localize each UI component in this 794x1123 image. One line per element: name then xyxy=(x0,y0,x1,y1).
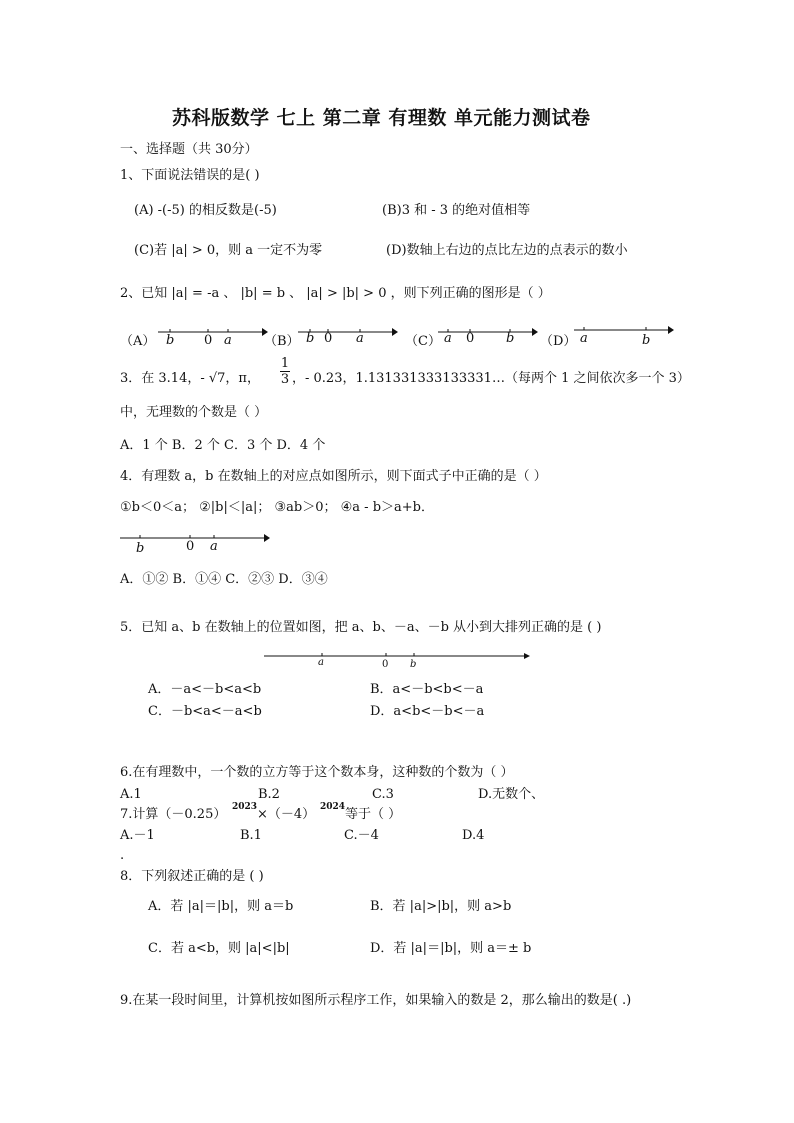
question-8-option-c: C．若 a<b，则 |a|<|b| xyxy=(148,941,290,956)
question-3-options: A．1 个 B．2 个 C．3 个 D．4 个 xyxy=(120,438,326,453)
question-4-statements: ①b＜0＜a； ②|b|＜|a|； ③ab＞0； ④a - b＞a+b． xyxy=(120,500,434,515)
question-7-option-d: D.4 xyxy=(462,828,485,843)
question-7-stem-end: 等于（ ） xyxy=(345,807,402,822)
question-6-option-d: D.无数个、 xyxy=(478,787,545,802)
mark-b: b xyxy=(642,333,651,348)
question-3-stem-end: ，- 0.23，1.131331333133331…（每两个 1 之间依次多一个 3） xyxy=(292,371,690,386)
question-2-option-c-label: （C） xyxy=(405,334,441,349)
question-2-option-a-label: （A） xyxy=(120,334,156,349)
mark-zero: 0 xyxy=(324,331,333,346)
mark-b: b xyxy=(306,331,315,346)
question-1-option-a: (A) -(-5) 的相反数是(-5) xyxy=(134,203,277,218)
question-3-stem-start: 3．在 3.14，- √7，π， xyxy=(120,371,260,386)
question-8-option-d: D．若 |a|＝|b|，则 a＝± b xyxy=(370,941,532,956)
question-3-stem-line2: 中，无理数的个数是（ ） xyxy=(120,405,268,420)
question-6-option-b: B.2 xyxy=(258,787,280,802)
number-line-question-5 xyxy=(264,648,530,670)
question-5-stem: 5．已知 a、b 在数轴上的位置如图，把 a、b、－a、－b 从小到大排列正确的是 ( ) xyxy=(120,620,602,635)
number-line-question-4 xyxy=(120,526,270,556)
number-line-option-d xyxy=(574,318,674,348)
mark-a: a xyxy=(580,331,588,346)
page-title: 苏科版数学 七上 第二章 有理数 单元能力测试卷 xyxy=(172,107,591,129)
question-5-option-c: C．－b<a<－a<b xyxy=(148,704,262,719)
question-9-stem: 9.在某一段时间里，计算机按如图所示程序工作，如果输入的数是 2，那么输出的数是( .) xyxy=(120,993,632,1008)
question-5-option-b: B．a<－b<b<－a xyxy=(370,682,484,697)
mark-zero: 0 xyxy=(382,659,389,670)
mark-a: a xyxy=(210,539,218,554)
mark-b: b xyxy=(136,541,145,556)
question-7-stem-middle: ×（－4） xyxy=(257,807,316,822)
mark-a: a xyxy=(224,333,232,348)
question-7-option-b: B.1 xyxy=(240,828,262,843)
mark-b: b xyxy=(410,659,417,670)
mark-a: a xyxy=(444,331,452,346)
question-1-option-d: (D)数轴上右边的点比左边的点表示的数小 xyxy=(386,243,628,258)
question-1-option-c: (C)若 |a| > 0，则 a 一定不为零 xyxy=(134,243,323,258)
question-4-stem: 4．有理数 a，b 在数轴上的对应点如图所示，则下面式子中正确的是（ ） xyxy=(120,469,547,484)
number-line-option-c xyxy=(438,318,538,348)
question-2-option-b-label: （B） xyxy=(264,334,300,349)
question-8-option-a: A．若 |a|＝|b|，则 a＝b xyxy=(148,899,294,914)
question-2-stem: 2、已知 |a| = -a 、 |b| = b 、 |a| > |b| > 0 ，则下列正确的图形是（ ） xyxy=(120,286,551,301)
exponent-2024: 2024 xyxy=(320,802,346,812)
question-8-option-b: B．若 |a|>|b|，则 a>b xyxy=(370,899,512,914)
question-4-options: A．①② B．①④ C．②③ D．③④ xyxy=(120,572,328,587)
number-line-option-b xyxy=(298,318,398,348)
mark-zero: 0 xyxy=(204,333,213,348)
number-line-option-a xyxy=(158,318,268,348)
mark-zero: 0 xyxy=(466,331,475,346)
question-7-stem-start: 7.计算（－0.25） xyxy=(120,807,227,822)
fraction-numerator: 1 xyxy=(280,356,290,371)
exponent-2023: 2023 xyxy=(232,802,258,812)
mark-a: a xyxy=(356,331,364,346)
fraction-denominator: 3 xyxy=(280,372,290,387)
question-6-stem: 6.在有理数中，一个数的立方等于这个数本身，这种数的个数为（ ） xyxy=(120,765,514,780)
section-heading: 一、选择题（共 30分） xyxy=(120,142,258,157)
stray-dot: . xyxy=(120,848,125,863)
question-6-option-a: A.1 xyxy=(120,787,142,802)
question-2-option-d-label: （D） xyxy=(540,334,577,349)
question-5-option-a: A．－a<－b<a<b xyxy=(148,682,262,697)
question-7-option-a: A.－1 xyxy=(120,828,155,843)
question-1-stem: 1、下面说法错误的是( ) xyxy=(120,168,260,183)
mark-b: b xyxy=(166,333,175,348)
question-8-stem: 8．下列叙述正确的是 ( ) xyxy=(120,869,264,884)
question-5-option-d: D．a<b<－b<－a xyxy=(370,704,485,719)
fraction-one-third xyxy=(278,356,292,387)
question-1-option-b: (B)3 和 - 3 的绝对值相等 xyxy=(382,203,531,218)
mark-a: a xyxy=(318,657,324,668)
mark-b: b xyxy=(506,331,515,346)
question-6-option-c: C.3 xyxy=(372,787,394,802)
mark-zero: 0 xyxy=(186,539,195,554)
question-7-option-c: C.－4 xyxy=(344,828,379,843)
